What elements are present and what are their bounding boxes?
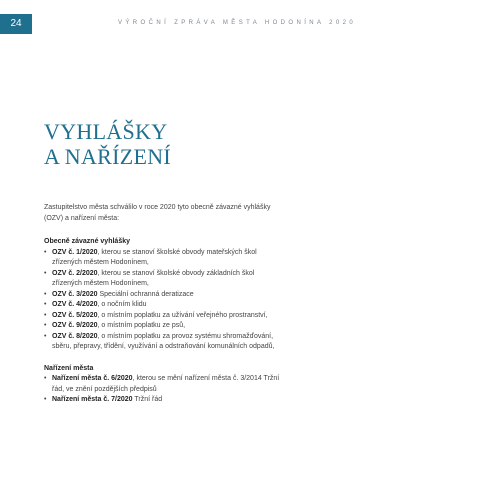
- list-item: [44, 290, 284, 301]
- list-item: [44, 332, 284, 353]
- list-item: [44, 395, 284, 406]
- list-item: [44, 321, 284, 332]
- item-text: , o místním poplatku za užívání veřejného prostranství,: [97, 311, 268, 319]
- page-title-line-2: A NAŘÍZENÍ: [44, 144, 172, 169]
- item-code: OZV č. 1/2020: [52, 248, 98, 256]
- list-item: [44, 269, 284, 290]
- item-text: , kterou se stanoví školské obvody základních škol zřízených městem Hodonínem,: [52, 269, 255, 287]
- bullet-icon: •: [44, 248, 47, 256]
- intro-paragraph: Zastupitelstvo města schválilo v roce 2020 tyto obecně závazné vyhlášky (OZV) a nařízení města:: [44, 204, 271, 222]
- bullet-icon: •: [44, 322, 47, 329]
- bullet-icon: •: [44, 301, 47, 308]
- item-text: , o místním poplatku za provoz systému shromažďování, sběru, přepravy, třídění, využívání a odstraňování komunálních odpadů,: [52, 332, 275, 350]
- bullet-icon: •: [44, 396, 47, 403]
- bullet-icon: •: [44, 311, 47, 319]
- item-code: OZV č. 9/2020: [52, 322, 98, 329]
- item-code: Nařízení města č. 7/2020: [52, 396, 133, 403]
- item-text: , kterou se mění nařízení města č. 3/2014 Tržní řád, ve znění pozdějších předpisů: [52, 375, 280, 393]
- list-item: [44, 300, 284, 311]
- bullet-icon: •: [44, 290, 47, 298]
- item-code: OZV č. 5/2020: [52, 311, 98, 319]
- list-item: [44, 248, 284, 269]
- page-title: [44, 119, 171, 169]
- item-text: , o místním poplatku ze psů,: [97, 322, 186, 329]
- item-code: OZV č. 4/2020: [52, 301, 98, 308]
- item-text: Tržní řád: [132, 396, 163, 403]
- item-code: OZV č. 8/2020: [52, 332, 98, 340]
- bullet-icon: •: [44, 375, 47, 382]
- item-code: OZV č. 3/2020: [52, 290, 98, 298]
- item-code: OZV č. 2/2020: [52, 269, 98, 277]
- bullet-icon: •: [44, 269, 47, 277]
- ozv-list: [44, 248, 284, 353]
- item-text: , kterou se stanoví školské obvody mateřských škol zřízených městem Hodonínem,: [52, 248, 257, 266]
- list-item: [44, 374, 284, 395]
- page-title-line-1: VYHLÁŠKY: [44, 119, 168, 144]
- item-text: Speciální ochranná deratizace: [97, 290, 194, 298]
- section-heading-narizeni: Nařízení města: [44, 364, 94, 372]
- running-header: VÝROČNÍ ZPRÁVA MĚSTA HODONÍNA 2020: [118, 20, 357, 26]
- narizeni-list: [44, 374, 284, 406]
- list-item: [44, 311, 284, 322]
- bullet-icon: •: [44, 332, 47, 340]
- section-heading-ozv: Obecně závazné vyhlášky: [44, 238, 130, 245]
- content: [44, 203, 284, 417]
- page-number: 24: [0, 14, 32, 34]
- item-text: , o nočním klidu: [97, 301, 147, 308]
- item-code: Nařízení města č. 6/2020: [52, 375, 133, 382]
